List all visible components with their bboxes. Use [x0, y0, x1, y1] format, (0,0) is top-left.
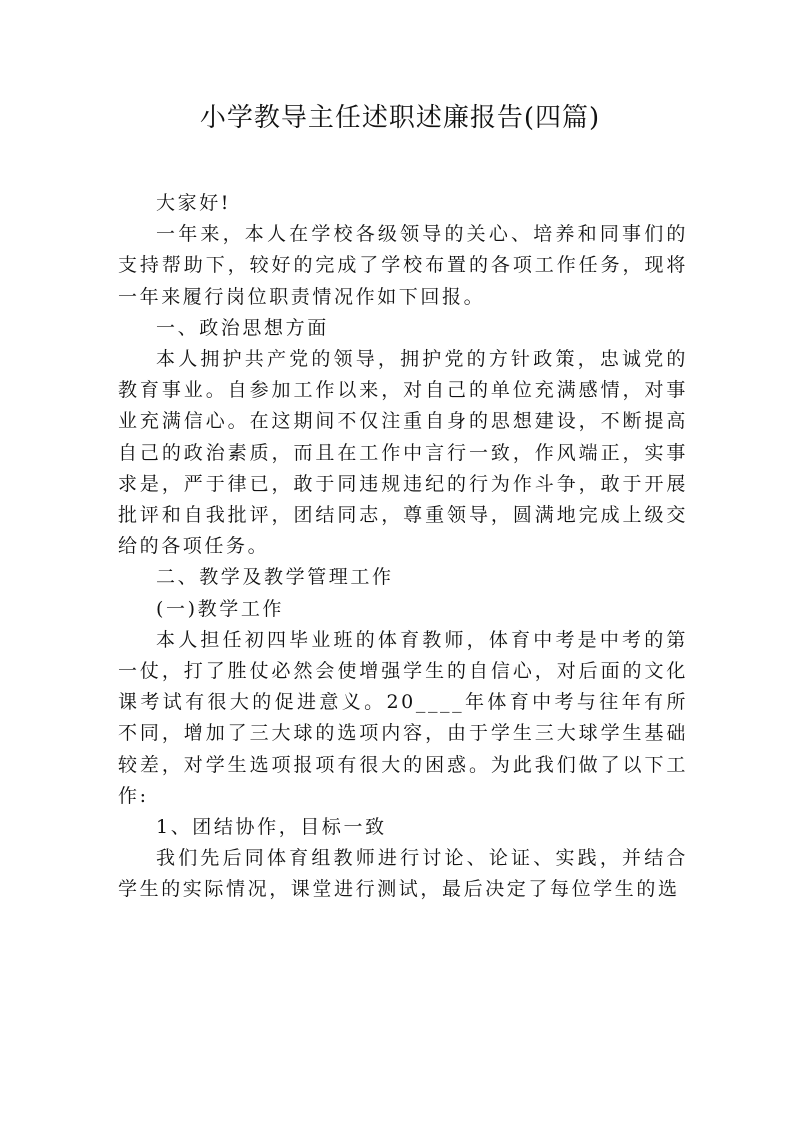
section-heading-teaching: 二、教学及教学管理工作: [156, 566, 394, 589]
section-heading-political: 一、政治思想方面: [156, 316, 329, 339]
document-body: [118, 188, 688, 906]
political-paragraph: 本人拥护共产党的领导，拥护党的方针政策，忠诚党的教育事业。自参加工作以来，对自己的单位充满感情，对事业充满信心。在这期间不仅注重自身的思想建设，不断提高自己的政治素质，而且在工作中言行一致，作风端正，实事求是，严于律已，敢于同违规违纪的行为作斗争，敢于开展批评和自我批评，团结同志，尊重领导，圆满地完成上级交给的各项任务。: [118, 348, 688, 558]
intro-paragraph: 一年来，本人在学校各级领导的关心、培养和同事们的支持帮助下，较好的完成了学校布置的各项工作任务，现将一年来履行岗位职责情况作如下回报。: [118, 223, 688, 308]
greeting-paragraph: 大家好!: [156, 192, 232, 214]
document-title: 小学教导主任述职述廉报告(四篇): [199, 103, 601, 133]
subsection-heading-teaching-work: (一)教学工作: [156, 597, 285, 620]
item-heading-teamwork: 1、团结协作，目标一致: [156, 816, 387, 839]
teaching-paragraph: 本人担任初四毕业班的体育教师，体育中考是中考的第一仗，打了胜仗必然会使增强学生的自信心，对后面的文化课考试有很大的促进意义。20____年体育中考与往年有所不同，增加了三大球的选项内容，由于学生三大球学生基础较差，对学生选项报项有很大的困惑。为此我们做了以下工作:: [118, 628, 688, 807]
teamwork-paragraph: 我们先后同体育组教师进行讨论、论证、实践，并结合学生的实际情况，课堂进行测试，最后决定了每位学生的选: [118, 847, 688, 901]
